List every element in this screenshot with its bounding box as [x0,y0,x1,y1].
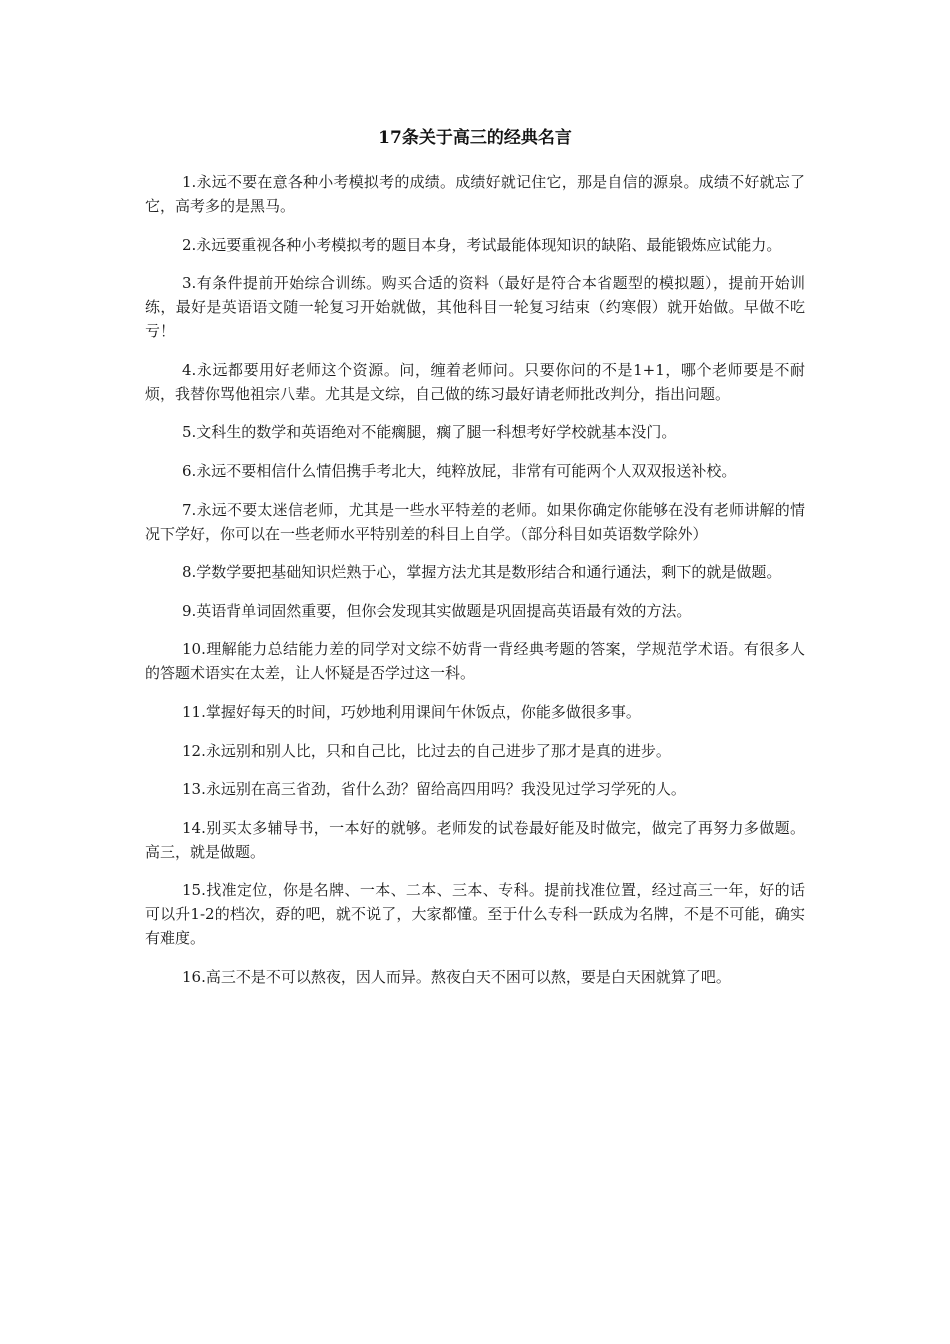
paragraph-6: 6.永远不要相信什么情侣携手考北大，纯粹放屁，非常有可能两个人双双报送补校。 [182,461,737,480]
document-body [145,170,805,1004]
paragraph-1: 1.永远不要在意各种小考模拟考的成绩。成绩好就记住它，那是自信的源泉。成绩不好就忘了它，高考多的是黑马。 [145,173,805,215]
paragraph-16: 16.高三不是不可以熬夜，因人而异。熬夜白天不困可以熬，要是白天困就算了吧。 [182,967,731,986]
paragraph-5: 5.文科生的数学和英语绝对不能瘸腿，瘸了腿一科想考好学校就基本没门。 [182,423,677,442]
paragraph-14: 14.别买太多辅导书，一本好的就够。老师发的试卷最好能及时做完，做完了再努力多做题。高三，就是做题。 [145,818,805,861]
paragraph-12: 12.永远别和别人比，只和自己比，比过去的自己进步了那才是真的进步。 [182,741,671,760]
paragraph-7: 7.永远不要太迷信老师，尤其是一些水平特差的老师。如果你确定你能够在没有老师讲解的情况下学好，你可以在一些老师水平特别差的科目上自学。（部分科目如英语数学除外） [145,500,805,543]
paragraph-9: 9.英语背单词固然重要，但你会发现其实做题是巩固提高英语最有效的方法。 [182,601,692,620]
document-title: 17条关于高三的经典名言 [378,128,572,148]
paragraph-2: 2.永远要重视各种小考模拟考的题目本身，考试最能体现知识的缺陷、最能锻炼应试能力。 [182,235,782,254]
paragraph-13: 13.永远别在高三省劲，省什么劲？留给高四用吗？我没见过学习学死的人。 [182,780,686,799]
paragraph-10: 10.理解能力总结能力差的同学对文综不妨背一背经典考题的答案，学规范学术语。有很多人的答题术语实在太差，让人怀疑是否学过这一科。 [145,640,805,683]
paragraph-4: 4.永远都要用好老师这个资源。问，缠着老师问。只要你问的不是1+1，哪个老师要是不耐烦，我替你骂他祖宗八辈。尤其是文综，自己做的练习最好请老师批改判分，指出问题。 [145,360,805,403]
paragraph-3: 3.有条件提前开始综合训练。购买合适的资料（最好是符合本省题型的模拟题），提前开始训练，最好是英语语文随一轮复习开始就做，其他科目一轮复习结束（约寒假）就开始做。早做不吃亏！ [145,274,805,341]
paragraph-8: 8.学数学要把基础知识烂熟于心，掌握方法尤其是数形结合和通行通法，剩下的就是做题。 [182,563,782,582]
paragraph-15: 15.找准定位，你是名牌、一本、二本、三本、专科。提前找准位置，经过高三一年，好的话可以升1-2的档次，孬的吧，就不说了，大家都懂。至于什么专科一跃成为名牌，不是不可能，确实有难度。 [145,881,805,948]
paragraph-11: 11.掌握好每天的时间，巧妙地利用课间午休饭点，你能多做很多事。 [182,702,641,721]
